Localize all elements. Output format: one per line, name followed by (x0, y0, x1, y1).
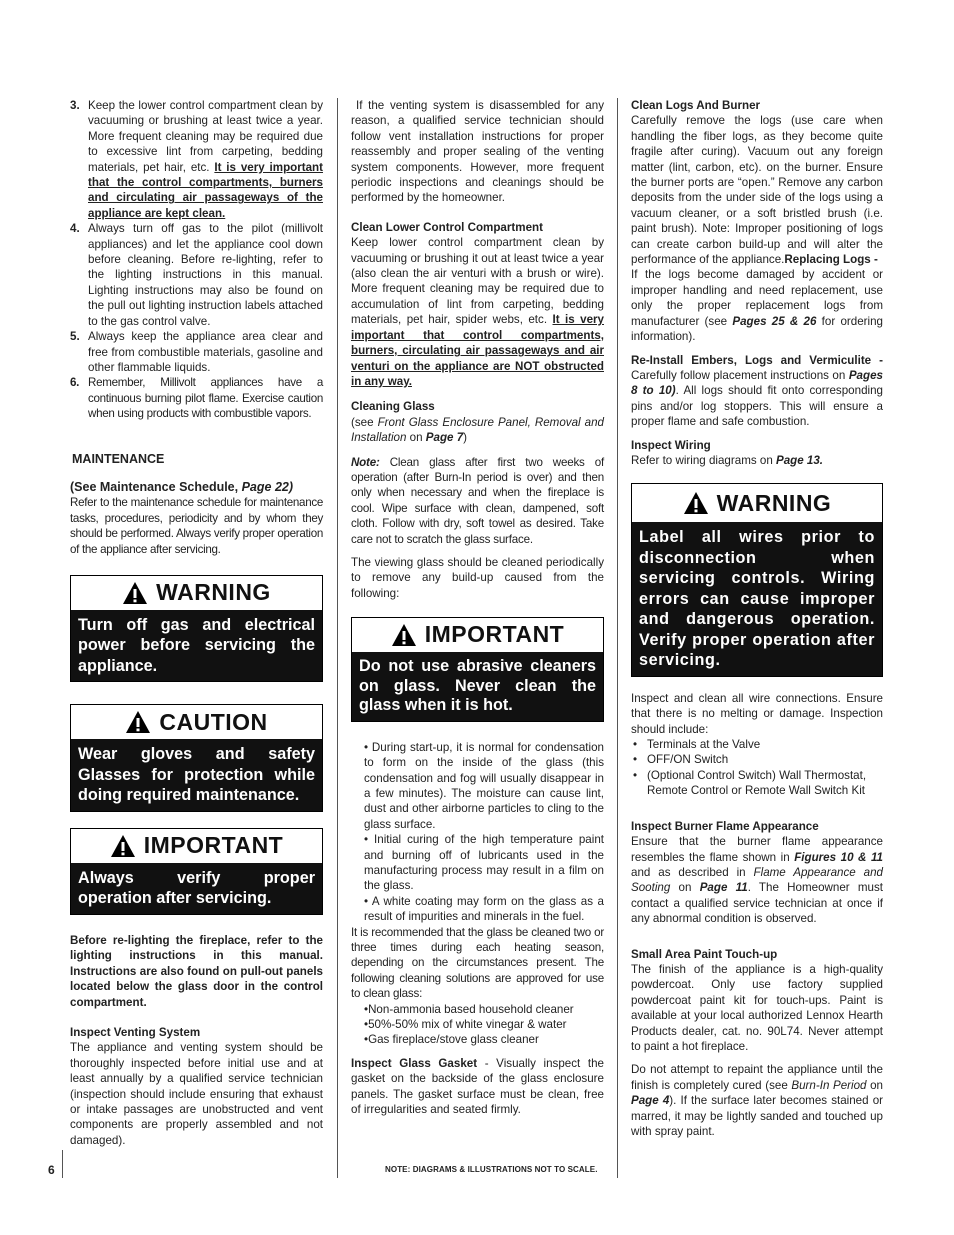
inspect-item: • Terminals at the Valve (631, 737, 883, 752)
logs-text: Carefully remove the logs (use care when handling the fiber logs, as they become quite fragile after curing). Vacuum out any foreign matter (lint, carbon, etc). on the burner. Ensure the burner ports are “open.” Remove any carbon deposits from the under side of the logs using a vacuum cleaner, or a soft bristled brush (i.e. paint brush). Note: Improper positioning of logs can create carbon build-up and will alter the performance of the appliance.Replacing Logs - (631, 114, 883, 267)
maintenance-heading: MAINTENANCE (72, 451, 165, 466)
inspect-item: • OFF/ON Switch (631, 752, 883, 767)
warning-body: Label all wires prior to disconnection when servicing controls. Wiring errors can cause improper and dangerous operation. Verify proper operation after servicing. (632, 522, 882, 676)
footnote: NOTE: DIAGRAMS & ILLUSTRATIONS NOT TO SCALE. (385, 1165, 598, 1174)
list-item-3: 3. Keep the lower control compartment clean by vacuuming or brushing at least twice a year. More frequent cleaning may be required due to excessive lint from carpeting, bedding materials, pet hair, etc. It is very important that the control compartments, burners and circulating air passageways of the appliance are kept clean. (70, 99, 323, 220)
warning-title: WARNING (716, 489, 832, 516)
warning-triangle-icon (122, 581, 148, 605)
glass-note: Note: Clean glass after first two weeks of operation (after Burn-In period is over) and then only when necessary and when the fireplace is cool. Wipe surface with clean, dampened, soft cloth. Follow with dry, soft towel as desired. Take care not to scratch the glass surface. (351, 455, 604, 546)
repaint-text: Do not attempt to repaint the appliance until the finish is completely cured (see Burn-In Period on Page 4). If the surface later becomes stained or marred, it may be lightly sanded and touched up with spray paint. (631, 1063, 884, 1138)
list-item-6: 6. Remember, Millivolt appliances have a continuous burning pilot flame. Exercise caution when using products with combustible vapors. (70, 376, 323, 421)
warning-body: Turn off gas and electrical power before servicing the appliance. (71, 610, 322, 682)
viewing-glass-text: The viewing glass should be cleaned periodically to remove any build-up caused from the following: (351, 555, 604, 600)
reinstall-text: Re-Install Embers, Logs and Vermiculite - Carefully follow placement instructions on Pages 8 to 10). All logs should fit onto corresponding pins and/or log stoppers. This will ensure a proper flame and safe combustion. (631, 353, 883, 429)
replacing-logs-text: If the logs become damaged by accident or improper handling and need replacement, use only the proper replacement logs from manufacturer (see Pages 25 & 26 for ordering information). (631, 268, 883, 344)
warning-triangle-icon (683, 491, 709, 515)
gasket-text: Inspect Glass Gasket - Visually inspect the gasket on the backside of the glass enclosure panels. The gasket surface must be clean, free of irregularities and seated firmly. (351, 1056, 604, 1117)
column-2 (351, 98, 604, 1125)
cleaning-glass-heading: Cleaning Glass (351, 400, 435, 414)
column-rule-middle (337, 98, 338, 1178)
paint-text: The finish of the appliance is a high-quality powdercoat. Only use factory supplied powdercoat paint kit for touch-ups. Paint is available at your local authorized Lennox Hearth Products dealer, cat. no. 90L74. Never attempt to paint a hot fireplace. (631, 962, 883, 1053)
warning-box-wiring (631, 483, 883, 677)
important-title: IMPORTANT (424, 621, 565, 648)
important-triangle-icon (391, 623, 417, 647)
important-box (70, 828, 323, 915)
solution-item: • Non-ammonia based household cleaner (364, 1002, 604, 1017)
important-body: Always verify proper operation after servicing. (71, 863, 322, 914)
warning-box (70, 575, 323, 683)
solution-item: • Gas fireplace/stove glass cleaner (364, 1032, 604, 1047)
inspect-items-list (631, 737, 883, 799)
venting-continued: If the venting system is disassembled for any reason, a qualified service technician should follow vent installation instructions for proper reassembly and proper sealing of the venting system components. However, more frequent periodic inspections and cleanings should be performed by the homeowner. (351, 99, 604, 205)
paint-heading: Small Area Paint Touch-up (631, 947, 778, 961)
column-1 (70, 98, 323, 1156)
cleaning-glass-ref: (see Front Glass Enclosure Panel, Removal and Installation on Page 7) (351, 415, 604, 445)
buildup-item: • A white coating may form on the glass as a result of impurities and minerals in the fuel. (364, 894, 604, 924)
warning-title: WARNING (156, 579, 271, 606)
schedule-heading: (See Maintenance Schedule, Page 22) (70, 479, 294, 494)
logs-heading: Clean Logs And Burner (631, 99, 761, 112)
list-item-5: 5. Always keep the appliance area clear and free from combustible materials, gasoline and other flammable liquids. (70, 330, 323, 374)
column-3 (631, 98, 883, 1147)
important-box-glass (351, 617, 604, 722)
list-item-4: 4. Always turn off gas to the pilot (millivolt appliances) and let the appliance cool down before cleaning. Before re-lighting, refer to the lighting instructions in this manual. Lighting instructions may also be found on the pull out lighting instruction labels attached to the gas control valve. (70, 222, 323, 328)
column-rule-left (62, 1150, 63, 1178)
flame-heading: Inspect Burner Flame Appearance (631, 819, 819, 833)
cleaning-solutions-list (351, 1002, 604, 1048)
column-rule-right (617, 98, 618, 1178)
wiring-text: Refer to wiring diagrams on Page 13. (631, 453, 824, 467)
caution-triangle-icon (125, 710, 151, 734)
numbered-list (70, 98, 323, 422)
important-body: Do not use abrasive cleaners on glass. Never clean the glass when it is hot. (352, 652, 603, 721)
caution-box (70, 704, 323, 812)
inspect-wiring-text: Inspect and clean all wire connections. Ensure that there is no melting or damage. Inspection should include: (631, 691, 883, 736)
relight-text: Before re-lighting the fireplace, refer to the lighting instructions in this manual. Instructions are also found on pull-out panels located below the glass door in the control compartment. (70, 933, 323, 1009)
flame-text: Ensure that the burner flame appearance resembles the flame shown in Figures 10 & 11 and as described in Flame Appearance and Sooting on Page 11. The Homeowner must contact a qualified service technician at once if any abnormal condition is observed. (631, 835, 884, 926)
venting-heading: Inspect Venting System (70, 1026, 201, 1039)
inspect-item: • (Optional Control Switch) Wall Thermostat, Remote Control or Remote Wall Switch Kit (631, 768, 883, 799)
lower-compartment-heading: Clean Lower Control Compartment (351, 220, 543, 234)
solution-item: • 50%-50% mix of white vinegar & water (364, 1017, 604, 1032)
venting-text: The appliance and venting system should be thoroughly inspected before initial use and at least annually by a qualified service technician (inspection should include ensuring that exhaust or intake passages are unobstructed and vent components are properly assembled and not damaged). (70, 1041, 323, 1147)
schedule-text: Refer to the maintenance schedule for maintenance tasks, procedures, periodicity and by whom they should be performed. Always verify proper operation of the appliance after servicing. (70, 496, 323, 556)
recommend-text: It is recommended that the glass be cleaned two or three times during each heating season, depending on the circumstances present. The following cleaning solutions are approved for use to clean glass: (351, 925, 604, 1001)
page-number: 6 (48, 1163, 55, 1177)
caution-body: Wear gloves and safety Glasses for protection while doing required maintenance. (71, 739, 322, 811)
important-title: IMPORTANT (143, 832, 284, 859)
important-triangle-icon (110, 834, 136, 858)
buildup-item: • Initial curing of the high temperature paint and burning off of lubricants used in the manufacturing process may result in a film on the glass. (364, 833, 604, 893)
lower-compartment-text: Keep lower control compartment clean by vacuuming or brushing it out at least twice a year (also clean the air venturi with a brush or wire). More frequent cleaning may be required due to accumulation of lint from carpeting, bedding materials, pet hair, spider webs, etc. It is very important that control compartments, burners, circulating air passageways and air venturi on the appliance are NOT obstructed in any way. (351, 236, 604, 388)
caution-title: CAUTION (159, 708, 268, 735)
wiring-heading: Inspect Wiring (631, 438, 711, 452)
buildup-item: • During start-up, it is normal for condensation to form on the inside of the glass (this condensation and fog will usually disappear in a few minutes). The moisture can cause lint, dust and other airborne particles to cling to the glass surface. (364, 740, 604, 831)
glass-buildup-list (351, 740, 604, 925)
